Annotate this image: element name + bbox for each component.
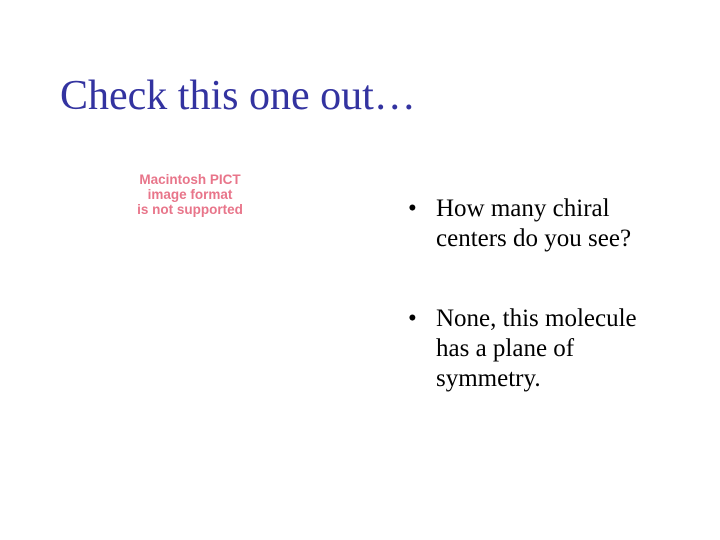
bullet-text-line: has a plane of [436, 335, 575, 362]
bullet-icon: • [408, 195, 417, 222]
placeholder-line: is not supported [137, 202, 243, 217]
bullet-text-line: How many chiral [436, 195, 610, 222]
bullet-item-question [408, 194, 708, 254]
slide-title: Check this one out… [60, 73, 416, 119]
bullet-text-line: None, this molecule [436, 305, 637, 332]
bullet-icon: • [408, 305, 417, 332]
bullet-item-answer [408, 304, 708, 394]
placeholder-line: Macintosh PICT [139, 172, 241, 187]
placeholder-line: image format [147, 187, 233, 202]
bullet-list [408, 194, 708, 444]
unsupported-image-placeholder [102, 172, 278, 217]
bullet-text-line: centers do you see? [436, 225, 632, 252]
bullet-text-line: symmetry. [436, 365, 541, 392]
